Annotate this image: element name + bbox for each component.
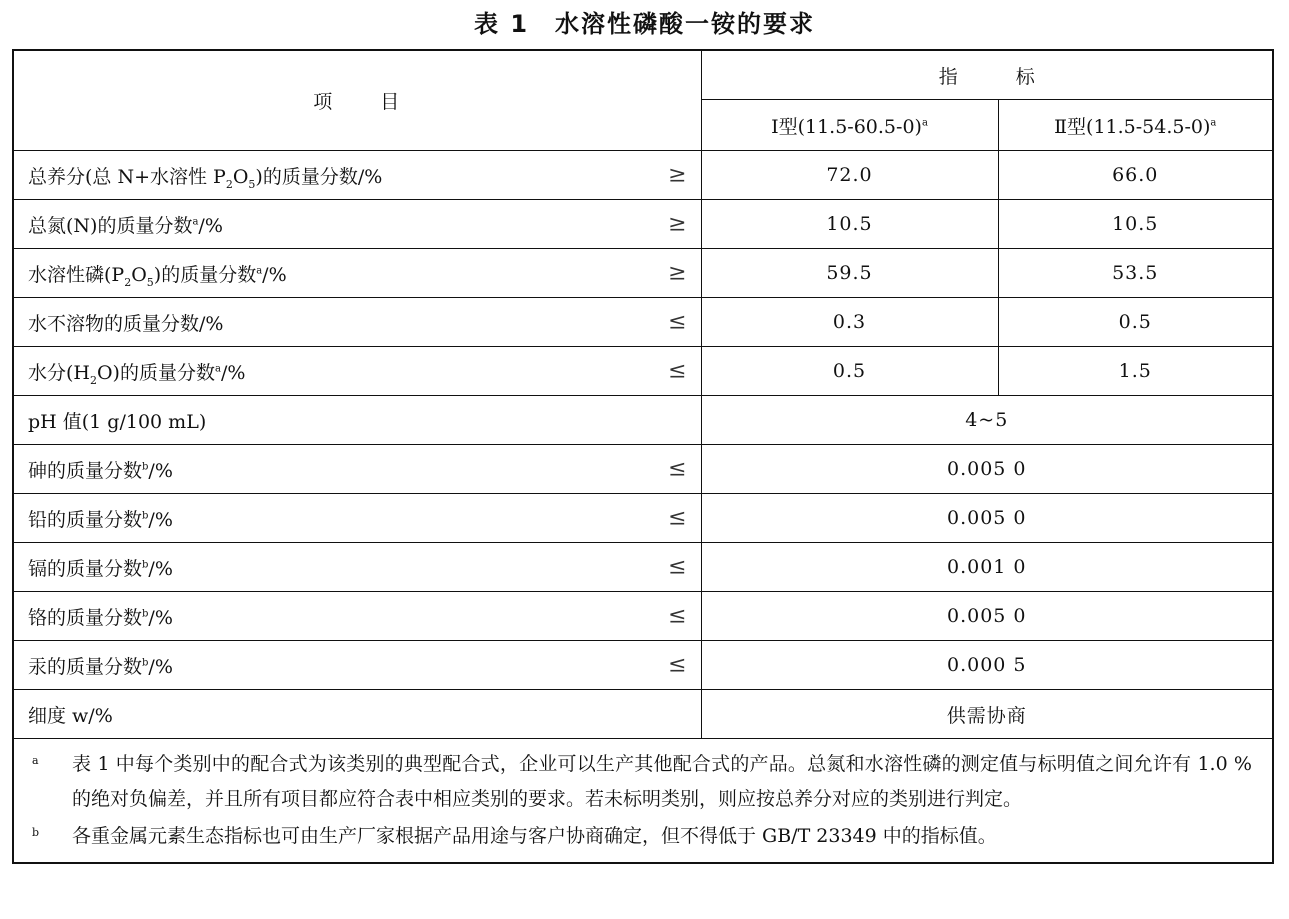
- relation-symbol: ≤: [668, 554, 687, 580]
- relation-symbol: ≥: [668, 162, 687, 188]
- relation-symbol: ≥: [668, 211, 687, 237]
- row-label: [13, 347, 701, 396]
- label-text: O: [131, 263, 147, 286]
- value-type-1: 0.5: [701, 347, 998, 396]
- row-label: [13, 641, 701, 690]
- label-unit: /%: [148, 459, 173, 482]
- row-label: [13, 249, 701, 298]
- label-subscript: 2: [225, 177, 233, 191]
- label-text: 铬的质量分数: [28, 606, 143, 629]
- footnote-mark: b: [142, 657, 149, 669]
- table-number: 表 1: [473, 10, 530, 38]
- header-type-1-footnote-mark: a: [921, 117, 928, 129]
- footnote-mark: b: [142, 510, 149, 522]
- label-text: 汞的质量分数: [28, 655, 143, 678]
- table-row: [13, 151, 1273, 200]
- footnote-mark: a: [256, 265, 263, 277]
- table-row: [13, 494, 1273, 543]
- relation-symbol: ≥: [668, 260, 687, 286]
- table-row: [13, 298, 1273, 347]
- row-label: [13, 298, 701, 347]
- header-type-1-label: Ⅰ型(11.5-60.5-0): [771, 115, 922, 138]
- value-type-2: 0.5: [998, 298, 1273, 347]
- row-label: [13, 445, 701, 494]
- notes-row: [13, 739, 1273, 864]
- table-row: [13, 200, 1273, 249]
- label-subscript: 5: [146, 275, 154, 289]
- footnote-text: 表 1 中每个类别中的配合式为该类别的典型配合式，企业可以生产其他配合式的产品。总氮和水溶性磷的测定值与标明值之间允许有 1.0 %的绝对负偏差，并且所有项目都应符合表中相应类别的要求。若未标明类别，则应按总养分对应的类别进行判定。: [72, 753, 1252, 810]
- value-merged: 0.005 0: [701, 494, 1273, 543]
- value-merged: 0.005 0: [701, 445, 1273, 494]
- label-text: 水分(H: [28, 361, 90, 384]
- footnote-mark: a: [192, 216, 199, 228]
- label-text: 水不溶物的质量分数/%: [28, 312, 224, 335]
- relation-symbol: ≤: [668, 358, 687, 384]
- relation-symbol: ≤: [668, 456, 687, 482]
- table-row: [13, 690, 1273, 739]
- label-text: 总氮(N)的质量分数: [28, 214, 193, 237]
- row-label: [13, 396, 701, 445]
- label-text: 铅的质量分数: [28, 508, 143, 531]
- value-type-1: 0.3: [701, 298, 998, 347]
- header-type-2-label: Ⅱ型(11.5-54.5-0): [1054, 115, 1211, 138]
- value-merged: 供需协商: [701, 690, 1273, 739]
- label-text: )的质量分数: [153, 263, 257, 286]
- footnote-b: [32, 819, 1252, 854]
- footnote-mark: b: [142, 461, 149, 473]
- table-row: [13, 592, 1273, 641]
- header-index: [701, 50, 1273, 100]
- footnote-mark: b: [32, 826, 40, 839]
- table-row: [13, 249, 1273, 298]
- table-row: [13, 445, 1273, 494]
- label-text: pH 值(1 g/100 mL): [28, 410, 207, 433]
- footnote-text: 各重金属元素生态指标也可由生产厂家根据产品用途与客户协商确定，但不得低于 GB/T 23349 中的指标值。: [72, 825, 997, 847]
- value-type-1: 10.5: [701, 200, 998, 249]
- relation-symbol: ≤: [668, 309, 687, 335]
- table-caption: 水溶性磷酸一铵的要求: [555, 10, 816, 38]
- table-title: [0, 4, 1289, 39]
- label-text: 细度 w/%: [28, 704, 113, 727]
- value-merged: 0.000 5: [701, 641, 1273, 690]
- requirements-table: [12, 49, 1274, 864]
- label-unit: /%: [262, 263, 287, 286]
- footnote-mark: b: [142, 608, 149, 620]
- value-type-1: 72.0: [701, 151, 998, 200]
- label-text: 总养分(总 N+水溶性 P: [28, 165, 226, 188]
- value-type-1: 59.5: [701, 249, 998, 298]
- value-merged: 0.005 0: [701, 592, 1273, 641]
- label-unit: /%: [148, 655, 173, 678]
- label-unit: /%: [148, 508, 173, 531]
- label-subscript: 5: [248, 177, 256, 191]
- header-item-char-2: 目: [380, 91, 402, 113]
- label-text: 砷的质量分数: [28, 459, 143, 482]
- label-unit: /%: [198, 214, 223, 237]
- value-type-2: 10.5: [998, 200, 1273, 249]
- value-type-2: 53.5: [998, 249, 1273, 298]
- label-text: O: [232, 165, 249, 188]
- row-label: [13, 592, 701, 641]
- label-unit: /%: [148, 606, 173, 629]
- value-type-2: 1.5: [998, 347, 1273, 396]
- label-unit: /%: [220, 361, 246, 384]
- value-merged: 4~5: [701, 396, 1273, 445]
- row-label: [13, 543, 701, 592]
- label-text: 水溶性磷(P: [28, 263, 125, 286]
- relation-symbol: ≤: [668, 652, 687, 678]
- table-row: [13, 641, 1273, 690]
- table-row: [13, 543, 1273, 592]
- row-label: [13, 494, 701, 543]
- header-type-2-footnote-mark: a: [1210, 117, 1217, 129]
- relation-symbol: ≤: [668, 505, 687, 531]
- footnotes: [13, 739, 1273, 864]
- header-item-char-1: 项: [313, 91, 335, 113]
- header-type-2: [998, 100, 1273, 151]
- table-row: [13, 347, 1273, 396]
- label-unit: /%: [148, 557, 173, 580]
- value-merged: 0.001 0: [701, 543, 1273, 592]
- label-text: 镉的质量分数: [28, 557, 143, 580]
- row-label: [13, 151, 701, 200]
- label-text: )的质量分数/%: [255, 165, 383, 188]
- header-item: [13, 50, 701, 151]
- value-type-2: 66.0: [998, 151, 1273, 200]
- row-label: [13, 690, 701, 739]
- footnote-mark: a: [214, 363, 221, 375]
- footnote-mark: a: [32, 754, 39, 767]
- header-type-1: [701, 100, 998, 151]
- header-index-char-2: 标: [1015, 65, 1035, 88]
- footnote-mark: b: [142, 559, 149, 571]
- label-text: O)的质量分数: [96, 361, 215, 384]
- relation-symbol: ≤: [668, 603, 687, 629]
- row-label: [13, 200, 701, 249]
- table-row: [13, 396, 1273, 445]
- header-index-char-1: 指: [938, 65, 958, 88]
- label-subscript: 2: [124, 275, 132, 289]
- label-subscript: 2: [89, 373, 97, 387]
- footnote-a: [32, 747, 1252, 817]
